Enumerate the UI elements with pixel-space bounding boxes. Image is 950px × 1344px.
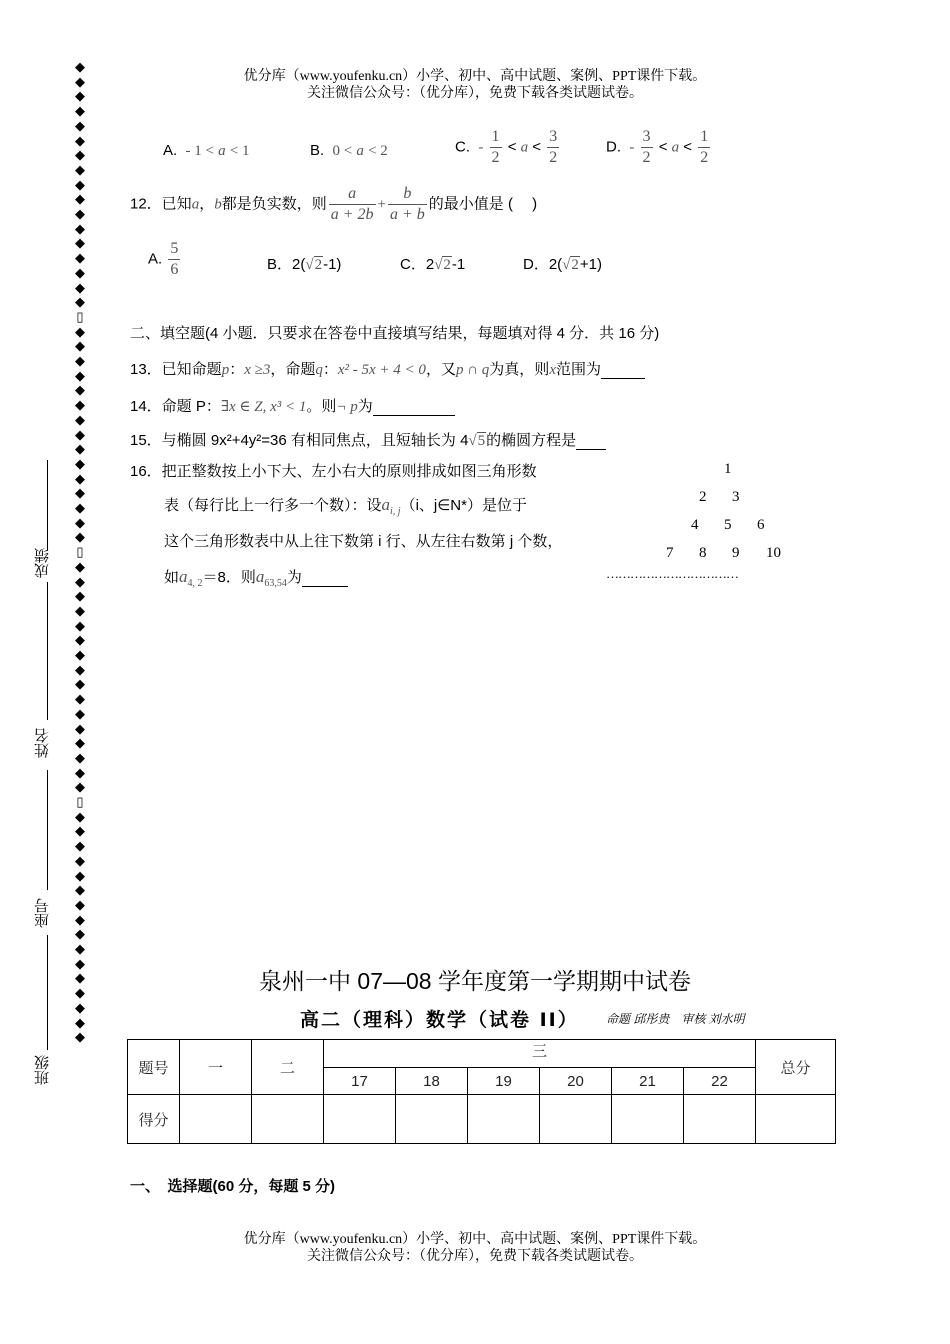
diamond-icon: ◆ [75, 1014, 85, 1030]
q11-b-var: a [356, 143, 364, 159]
tri-cell: 2 [699, 489, 707, 505]
section-1-title: 一、 选择题(60 分，每题 5 分) [130, 1178, 336, 1195]
q12-c-sqrt: √2 [434, 257, 451, 273]
q13-cond-p: x ≥3 [244, 362, 271, 378]
q11-d-den2: 2 [700, 149, 709, 166]
q16-line-4 [164, 566, 348, 589]
q11-d-frac2 [698, 127, 710, 168]
q12-prefix: 12．已知 [130, 195, 192, 213]
q12-option-c [400, 253, 465, 274]
tri-cell: 7 [666, 545, 674, 561]
diamond-icon: ◆ [75, 764, 85, 780]
diamond-icon: ◆ [75, 59, 85, 74]
class-label: 班级 [34, 1055, 51, 1085]
diamond-icon: ◆ [75, 985, 85, 1001]
diamond-icon: ◆ [75, 735, 85, 751]
diamond-icon: ◆ [75, 691, 85, 707]
diamond-icon: ◆ [75, 294, 85, 310]
name-label: 姓名 [34, 728, 51, 758]
q11-d-lt1: < [658, 138, 668, 156]
diamond-icon: ◆ [75, 117, 85, 133]
diamond-icon: ◆ [75, 206, 85, 221]
q11-d-num2: 1 [698, 127, 710, 148]
diamond-icon: ◆ [75, 558, 85, 574]
tri-dots: …………………………… [606, 566, 738, 581]
diamond-icon: ◆ [75, 441, 85, 457]
diamond-icon: ◆ [75, 382, 85, 398]
q16-line4-sub: 4, 2 [187, 578, 203, 589]
binding-hole-icon: ▯ [76, 544, 84, 560]
q12-d-label: D．2( [523, 256, 563, 273]
q12-option-d [523, 253, 602, 274]
q11-option-d [606, 127, 712, 168]
q12-option-b [267, 253, 341, 274]
tri-cell: 4 [691, 517, 699, 533]
diamond-icon: ◆ [75, 647, 85, 662]
diamond-icon: ◆ [75, 323, 85, 339]
diamond-icon: ◆ [75, 970, 85, 986]
q11-a-pre: - 1 < [185, 143, 214, 159]
q15-rad: 5 [477, 433, 486, 449]
binding-hole-icon: ▯ [76, 308, 84, 324]
binding-hole-icon: ▯ [76, 794, 84, 809]
header-line-1: 优分库（www.youfenku.cn）小学、初中、高中试题、案例、PPT课件下载。 [243, 69, 707, 84]
diamond-icon: ◆ [75, 661, 85, 677]
score-cell-2[interactable] [252, 1095, 324, 1144]
diamond-icon: ◆ [75, 235, 85, 251]
q16-line4-post: 为 [286, 569, 302, 586]
footer-line-2: 关注微信公众号：（优分库），免费下载各类试题试卷。 [307, 1249, 643, 1264]
diamond-icon: ◆ [75, 132, 85, 148]
score-table-header-3: 三 [324, 1040, 756, 1068]
diamond-icon: ◆ [75, 161, 85, 177]
q11-d-var: a [671, 139, 680, 156]
q13-colon1: ： [229, 361, 245, 378]
header [0, 68, 950, 102]
diamond-icon: ◆ [75, 455, 85, 471]
q11-a-post: < 1 [229, 143, 250, 159]
q14-prefix: 14．命题 P： [130, 398, 221, 415]
diamond-icon: ◆ [75, 867, 85, 883]
seat-label: 座号 [34, 898, 51, 928]
q12-frac1-num: a [329, 184, 376, 205]
q12-frac1 [329, 184, 376, 225]
diamond-icon: ◆ [75, 911, 85, 927]
tri-cell: 1 [724, 461, 732, 477]
diamond-icon: ◆ [75, 338, 85, 354]
q15 [130, 429, 606, 450]
seat-line [47, 770, 48, 890]
diamond-icon: ◆ [75, 676, 85, 692]
diamond-icon: ◆ [75, 602, 85, 618]
footer-line-1: 优分库（www.youfenku.cn）小学、初中、高中试题、案例、PPT课件下载。 [243, 1232, 707, 1247]
q13-answer-blank[interactable] [601, 361, 645, 379]
q13-cond-q: x² - 5x + 4 < 0 [337, 362, 426, 378]
q11-d-num1: 3 [641, 127, 653, 148]
q12-option-a [148, 239, 182, 280]
score-table-col: 20 [540, 1068, 612, 1095]
q12-stem [130, 184, 537, 225]
q11-b-post: < 2 [368, 143, 388, 159]
q11-option-b [310, 136, 388, 166]
q14 [130, 395, 455, 416]
q12-b-sqrt: √2 [305, 257, 323, 273]
q13-mid3: 为真，则 [489, 361, 550, 378]
exam-subtitle: 高二（理科）数学（试卷 II） [300, 1009, 579, 1031]
q16-line2-post: （i、j∈N*）是位于 [400, 497, 527, 514]
q16-line-3: 这个三角形数表中从上往下数第 i 行、从左往右数第 j 个数， [164, 533, 563, 550]
diamond-icon: ◆ [75, 838, 85, 854]
q12-frac2-den: a + b [389, 206, 425, 223]
q12-frac2-num: b [388, 184, 427, 205]
diamond-icon: ◆ [75, 411, 85, 427]
diamond-icon: ◆ [75, 470, 85, 486]
q14-expr: ∃x ∈ Z, x³ < 1 [220, 399, 307, 415]
q11-d-sign: - [629, 139, 635, 156]
diamond-icon: ◆ [75, 617, 85, 633]
q11-c-sign: - [478, 139, 484, 156]
q11-d-label: D. [606, 138, 621, 156]
score-cell-17[interactable] [324, 1095, 396, 1144]
diamond-icon: ◆ [75, 500, 85, 515]
footer [0, 1231, 950, 1265]
diamond-icon: ◆ [75, 720, 85, 736]
diamond-icon: ◆ [75, 632, 85, 648]
diamond-icon: ◆ [75, 88, 85, 104]
diamond-icon: ◆ [75, 250, 85, 266]
tri-cell: 3 [732, 489, 740, 505]
diamond-icon: ◆ [75, 705, 85, 721]
score-table-col: 18 [396, 1068, 468, 1095]
score-table-col: 21 [612, 1068, 684, 1095]
score-cell-total[interactable] [756, 1095, 836, 1144]
q12-c-label: C．2 [400, 256, 435, 273]
diamond-icon: ◆ [75, 588, 85, 604]
diamond-icon: ◆ [75, 264, 85, 280]
q12-var-a: a [191, 196, 200, 213]
q12-b-label: B．2( [267, 256, 306, 273]
q12-d-rad: 2 [571, 257, 579, 273]
diamond-icon: ◆ [75, 926, 85, 942]
tri-cell: 8 [699, 545, 707, 561]
q15-suffix: 的椭圆方程是 [486, 432, 577, 449]
diamond-icon: ◆ [75, 73, 85, 89]
q13-expr: p ∩ q [455, 362, 490, 378]
q11-a-label: A. [163, 142, 178, 159]
section-2-title: 二、填空题(4 小题．只要求在答卷中直接填写结果，每题填对得 4 分．共 16 分) [130, 325, 660, 342]
q16-line2-var: a [381, 495, 391, 514]
diamond-icon: ◆ [75, 573, 85, 589]
q11-option-a [163, 136, 250, 166]
q12-c-tail: -1 [451, 256, 466, 273]
q11-c-frac1 [490, 127, 502, 168]
diamond-icon: ◆ [75, 279, 85, 295]
q11-c-lt1: < [507, 138, 517, 156]
q14-answer-blank[interactable] [373, 398, 455, 416]
q13-var-p: p [221, 362, 230, 378]
q12-a-den: 6 [170, 261, 179, 278]
score-table-row-label: 得分 [128, 1095, 180, 1144]
diamond-icon: ◆ [75, 1029, 85, 1045]
q11-a-var: a [218, 143, 226, 159]
q11-d-lt2: < [683, 138, 693, 156]
q12-c-rad: 2 [443, 257, 451, 273]
score-cell-19[interactable] [468, 1095, 540, 1144]
q16-line2-pre: 表（每行比上一行多一个数）：设 [164, 497, 382, 514]
q11-c-lt2: < [532, 138, 542, 156]
score-table-header-num: 题号 [128, 1040, 180, 1095]
diamond-icon: ◆ [75, 941, 85, 956]
diamond-icon: ◆ [75, 397, 85, 413]
diamond-icon: ◆ [75, 529, 85, 545]
diamond-icon: ◆ [75, 220, 85, 236]
tri-cell: 5 [724, 517, 732, 533]
q16-line4-mid: ＝8．则 [202, 569, 256, 586]
q12-a-frac [168, 239, 180, 280]
q15-answer-blank[interactable] [576, 432, 606, 450]
score-table [127, 1039, 836, 1144]
q16-line4-var2: a [255, 567, 265, 586]
q16-line4-sub2: 63,54 [264, 578, 287, 589]
q14-neg: ¬ p [336, 399, 358, 415]
diamond-icon: ◆ [75, 999, 85, 1015]
q13-suffix: 范围为 [555, 361, 601, 378]
q12-d-tail: +1) [579, 256, 603, 273]
q13-var-q: q [315, 362, 323, 378]
q11-c-den2: 2 [549, 149, 558, 166]
diamond-icon: ◆ [75, 896, 85, 912]
diamond-icon: ◆ [75, 882, 85, 898]
diamond-icon: ◆ [75, 955, 85, 971]
q11-d-frac1 [641, 127, 653, 168]
q12-d-sqrt: √2 [562, 257, 579, 273]
diamond-icon: ◆ [75, 514, 85, 530]
q12-suffix: 的最小值是 ( ) [428, 195, 538, 213]
q16-answer-blank[interactable] [302, 569, 348, 587]
q11-c-frac2 [547, 127, 559, 168]
score-table-header-2: 二 [252, 1040, 324, 1095]
score-line [47, 460, 48, 550]
score-table-header-1: 一 [180, 1040, 252, 1095]
q16-line4-var: a [179, 567, 188, 586]
q11-option-c [455, 127, 561, 168]
q11-b-label: B. [310, 142, 325, 159]
q12-frac2 [388, 184, 427, 225]
diamond-icon: ◆ [75, 808, 85, 824]
q12-comma: ， [199, 195, 215, 213]
tri-cell: 6 [757, 517, 765, 533]
q13-var-x: x [549, 362, 556, 378]
q16-line-2 [164, 494, 527, 517]
q11-b-pre: 0 < [332, 143, 353, 159]
score-table-col: 19 [468, 1068, 540, 1095]
score-cell-21[interactable] [612, 1095, 684, 1144]
score-cell-1[interactable] [180, 1095, 252, 1144]
q14-suffix: 为 [357, 398, 373, 415]
q12-frac1-den: a + 2b [330, 206, 374, 223]
tri-cell: 9 [732, 545, 740, 561]
score-table-header-total: 总分 [756, 1040, 836, 1095]
q11-d-den1: 2 [642, 149, 651, 166]
diamond-icon: ◆ [75, 367, 85, 383]
tri-cell: 10 [766, 545, 781, 561]
score-cell-20[interactable] [540, 1095, 612, 1144]
diamond-icon: ◆ [75, 749, 85, 765]
score-table-col: 22 [684, 1068, 756, 1095]
q14-mid: 。则 [306, 398, 337, 415]
q16-line4-pre: 如 [164, 569, 180, 586]
score-table-col: 17 [324, 1068, 396, 1095]
q11-c-var: a [520, 139, 529, 156]
exam-credit: 命题 邱彤贵 审核 刘水明 [606, 1012, 745, 1026]
q12-mid: 都是负实数，则 [221, 195, 327, 213]
q13 [130, 358, 645, 379]
q12-plus: + [377, 196, 386, 213]
q12-b-rad: 2 [314, 257, 323, 273]
diamond-icon: ◆ [75, 353, 85, 368]
diamond-icon: ◆ [75, 426, 85, 442]
q11-c-num2: 3 [547, 127, 559, 148]
q13-mid2: ，又 [425, 361, 456, 378]
q15-sqrt: √5 [468, 433, 486, 449]
q13-prefix: 13．已知命题 [130, 361, 222, 378]
q12-b-tail: -1) [323, 256, 342, 273]
score-cell-18[interactable] [396, 1095, 468, 1144]
score-label: 成绩 [34, 548, 51, 578]
q12-a-label: A. [148, 250, 163, 268]
diamond-icon: ◆ [75, 852, 85, 868]
diamond-icon: ◆ [75, 147, 85, 163]
diamond-icon: ◆ [75, 176, 85, 192]
diamond-icon: ◆ [75, 485, 85, 501]
q15-prefix: 15．与椭圆 9x²+4y²=36 有相同焦点，且短轴长为 4 [130, 432, 469, 449]
q11-c-den1: 2 [491, 149, 500, 166]
q11-c-label: C. [455, 138, 470, 156]
q12-a-num: 5 [168, 239, 180, 260]
q16-line-1: 16．把正整数按上小下大、左小右大的原则排成如图三角形数 [130, 463, 537, 480]
diamond-icon: ◆ [75, 779, 85, 795]
q13-colon2: ： [322, 361, 338, 378]
diamond-icon: ◆ [75, 191, 85, 207]
exam-title: 泉州一中 07—08 学年度第一学期期中试卷 [259, 968, 691, 994]
q11-c-num1: 1 [490, 127, 502, 148]
header-line-2: 关注微信公众号：（优分库），免费下载各类试题试卷。 [307, 86, 643, 101]
diamond-icon: ◆ [75, 823, 85, 839]
name-line [47, 582, 48, 720]
score-cell-22[interactable] [684, 1095, 756, 1144]
q16-line2-sub: i, j [390, 506, 401, 517]
diamond-icon: ◆ [75, 103, 85, 119]
q13-mid1: ，命题 [270, 361, 316, 378]
q12-var-b: b [214, 196, 222, 213]
